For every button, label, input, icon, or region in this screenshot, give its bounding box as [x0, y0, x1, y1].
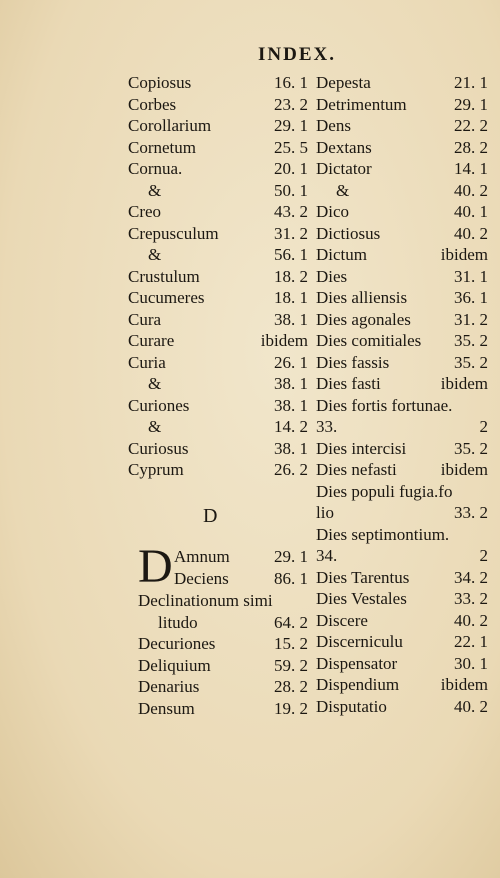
entry-term: Decuriones — [138, 634, 216, 653]
entry-term: Creo — [128, 202, 162, 221]
entry-term: Dens — [316, 116, 351, 135]
entry-term: litudo — [158, 612, 198, 632]
index-entry — [128, 72, 308, 94]
entry-ref: 35. 2 — [454, 331, 488, 350]
index-entry — [138, 633, 308, 655]
entry-term: Dextans — [316, 137, 372, 157]
entry-ref: 22. 1 — [454, 632, 488, 651]
index-entry — [138, 698, 308, 720]
entry-term: Dies fassis — [316, 352, 390, 372]
entry-ref: 56. 1 — [274, 245, 308, 264]
index-entry — [316, 330, 488, 352]
entry-ref: 31. 2 — [274, 223, 308, 243]
entry-term: Disputatio — [316, 696, 387, 716]
entry-ref: 26. 1 — [274, 352, 308, 372]
index-entry — [128, 180, 308, 202]
entry-ref: 38. 1 — [274, 438, 308, 458]
index-entry — [316, 223, 488, 245]
index-entry — [128, 158, 308, 180]
index-entry — [128, 459, 308, 481]
index-entry — [316, 94, 488, 116]
entry-ref: 22. 2 — [454, 116, 488, 135]
index-entry — [128, 352, 308, 374]
entry-ref: 14. 2 — [274, 417, 308, 436]
index-entry — [128, 266, 308, 288]
entry-ref: ibidem — [440, 675, 488, 694]
entry-term: Dictum — [316, 245, 367, 264]
entry-ref: 35. 2 — [454, 438, 488, 458]
entry-ref: 2 — [479, 546, 488, 565]
entry-ref: 40. 2 — [454, 610, 488, 630]
page-header: INDEX. — [258, 44, 336, 65]
index-entry — [316, 524, 488, 546]
index-entry — [316, 352, 488, 374]
entry-ref: 31. 2 — [454, 309, 488, 329]
entry-ref: ibidem — [440, 460, 488, 479]
index-entry — [316, 438, 488, 460]
entry-ref: 21. 1 — [454, 73, 488, 92]
index-entry — [316, 373, 488, 395]
entry-ref: 40. 2 — [454, 223, 488, 243]
entry-term: Dies — [316, 266, 348, 286]
entry-ref: 38. 1 — [274, 309, 308, 329]
entry-term: Corollarium — [128, 116, 212, 135]
entry-term: Dies Tarentus — [316, 567, 410, 587]
entry-ref: 40. 2 — [454, 696, 488, 716]
index-entry — [138, 568, 308, 590]
entry-term: Dispensator — [316, 653, 398, 673]
index-entry — [316, 137, 488, 159]
index-entry — [316, 72, 488, 94]
entry-ref: 33. 2 — [454, 589, 488, 608]
entry-term: Deliquium — [138, 655, 211, 675]
index-entry — [128, 137, 308, 159]
index-entry — [316, 481, 488, 503]
entry-ref: 18. 2 — [274, 266, 308, 286]
entry-ref: 86. 1 — [274, 568, 308, 588]
entry-ref: 50. 1 — [274, 180, 308, 200]
entry-ref: ibidem — [440, 374, 488, 393]
index-entry — [316, 201, 488, 223]
index-entry — [128, 287, 308, 309]
entry-term: Curiones — [128, 395, 190, 415]
entry-term: Depesta — [316, 73, 371, 92]
index-entry — [316, 653, 488, 675]
index-entry — [316, 610, 488, 632]
entry-term: Cyprum — [128, 460, 184, 479]
entry-ref: 35. 2 — [454, 352, 488, 372]
entry-ref: 25. 5 — [274, 137, 308, 157]
entry-term: Discerniculu — [316, 632, 403, 651]
entry-ref: ibidem — [260, 331, 308, 350]
entry-ref: 2 — [479, 417, 488, 436]
left-column — [128, 72, 308, 481]
entry-term: Cura — [128, 309, 162, 329]
entry-term: Curare — [128, 331, 175, 350]
entry-ref: 40. 2 — [454, 180, 488, 200]
index-entry — [128, 94, 308, 116]
entry-term: Dictator — [316, 159, 372, 178]
entry-term: lio — [316, 503, 334, 522]
entry-ref: 38. 1 — [274, 395, 308, 415]
entry-term: & — [148, 417, 162, 436]
index-entry — [316, 244, 488, 266]
entry-ref: 14. 1 — [454, 159, 488, 178]
entry-ref: 28. 2 — [454, 137, 488, 157]
entry-ref: 29. 1 — [274, 116, 308, 135]
index-entry — [128, 309, 308, 331]
entry-term: Dies fasti — [316, 374, 381, 393]
entry-ref: 20. 1 — [274, 159, 308, 178]
entry-term: Curiosus — [128, 438, 189, 458]
entry-term: Cucumeres — [128, 288, 205, 307]
entry-term: 34. — [316, 546, 338, 565]
index-entry — [128, 330, 308, 352]
entry-ref: 15. 2 — [274, 634, 308, 653]
index-entry — [316, 696, 488, 718]
entry-ref: 28. 2 — [274, 677, 308, 696]
entry-term: Dies agonales — [316, 309, 411, 329]
entry-ref: 34. 2 — [454, 567, 488, 587]
entry-term: Denarius — [138, 677, 200, 696]
entry-term: Densum — [138, 698, 195, 718]
section-letter: D — [203, 505, 218, 527]
entry-ref: 19. 2 — [274, 698, 308, 718]
entry-term: Dies septimontium. — [316, 524, 450, 544]
index-entry — [138, 676, 308, 698]
entry-ref: 64. 2 — [274, 612, 308, 632]
entry-term: & — [148, 245, 162, 264]
entry-term: Dies alliensis — [316, 288, 408, 307]
entry-term: Dispendium — [316, 675, 400, 694]
index-entry — [316, 266, 488, 288]
index-entry — [138, 612, 308, 634]
entry-term: Detrimentum — [316, 94, 407, 114]
entry-term: Cornua. — [128, 159, 183, 178]
entry-term: Copiosus — [128, 73, 192, 92]
index-entry — [128, 223, 308, 245]
entry-term: Dies intercisi — [316, 438, 407, 458]
index-entry — [316, 115, 488, 137]
dropcap-entries — [138, 540, 308, 593]
entry-term: & — [148, 180, 162, 200]
index-entry — [128, 244, 308, 266]
index-entry — [138, 546, 308, 568]
entry-term: & — [148, 374, 162, 393]
entry-term: Declinationum simi — [138, 591, 273, 610]
entry-ref: 31. 1 — [454, 266, 488, 286]
entry-term: Dies populi fugia.fo — [316, 481, 453, 501]
entry-ref: 26. 2 — [274, 460, 308, 479]
left-column-continued — [138, 590, 308, 719]
entry-ref: 29. 1 — [274, 547, 308, 566]
entry-term: Corbes — [128, 94, 177, 114]
entry-term: Dies nefasti — [316, 460, 397, 479]
index-entry — [316, 180, 488, 202]
index-entry — [316, 158, 488, 180]
index-entry — [316, 502, 488, 524]
index-entry — [128, 438, 308, 460]
entry-term: & — [336, 180, 350, 200]
entry-ref: 40. 1 — [454, 202, 488, 221]
entry-ref: 29. 1 — [454, 94, 488, 114]
index-entry — [316, 588, 488, 610]
entry-term: Deciens — [174, 568, 229, 588]
entry-ref: ibidem — [440, 245, 488, 264]
index-entry — [316, 567, 488, 589]
index-entry — [316, 545, 488, 567]
entry-term: Cornetum — [128, 137, 196, 157]
index-entry — [316, 631, 488, 653]
dropcap-letter: D — [138, 540, 173, 593]
entry-term: Dictiosus — [316, 223, 381, 243]
index-entry — [138, 590, 308, 612]
entry-ref: 38. 1 — [274, 374, 308, 393]
entry-ref: 30. 1 — [454, 653, 488, 673]
index-entry — [128, 201, 308, 223]
index-entry — [128, 416, 308, 438]
index-entry — [316, 459, 488, 481]
entry-term: Dies comitiales — [316, 331, 422, 350]
index-entry — [128, 395, 308, 417]
entry-term: Crustulum — [128, 266, 200, 286]
index-entry — [138, 655, 308, 677]
entry-ref: 18. 1 — [274, 288, 308, 307]
entry-term: Discere — [316, 610, 368, 630]
entry-ref: 23. 2 — [274, 94, 308, 114]
index-entry — [128, 115, 308, 137]
entry-ref: 16. 1 — [274, 73, 308, 92]
index-entry — [128, 373, 308, 395]
entry-term: 33. — [316, 417, 338, 436]
entry-term: Crepusculum — [128, 223, 219, 243]
entry-term: Dies fortis fortunae. — [316, 395, 453, 415]
index-entry — [316, 287, 488, 309]
entry-term: Amnum — [174, 547, 230, 566]
index-entry — [316, 674, 488, 696]
entry-ref: 43. 2 — [274, 202, 308, 221]
entry-term: Curia — [128, 352, 166, 372]
index-entry — [316, 395, 488, 417]
entry-ref: 33. 2 — [454, 503, 488, 522]
entry-term: Dico — [316, 202, 350, 221]
index-entry — [316, 309, 488, 331]
entry-ref: 59. 2 — [274, 655, 308, 675]
right-column — [316, 72, 488, 717]
index-entry — [316, 416, 488, 438]
entry-ref: 36. 1 — [454, 288, 488, 307]
entry-term: Dies Vestales — [316, 589, 407, 608]
